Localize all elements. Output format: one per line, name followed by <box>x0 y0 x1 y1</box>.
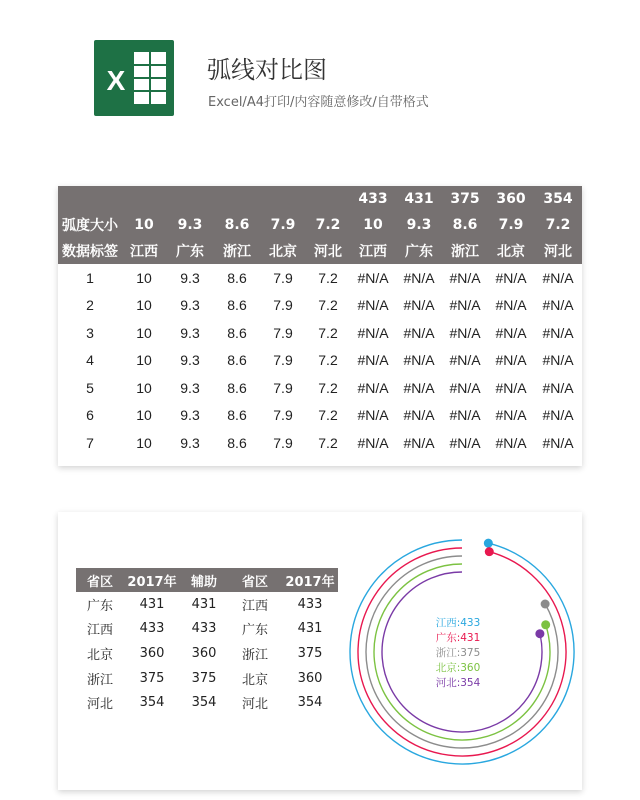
header-cell: 7.9 <box>498 217 524 233</box>
table-cell: 433 <box>139 621 165 637</box>
header-cell: 8.6 <box>452 217 478 233</box>
header-cell <box>58 186 122 212</box>
table-cell: 7.2 <box>318 379 338 396</box>
arc-data-label: 河北:354 <box>435 677 481 689</box>
table-cell: 3 <box>86 324 94 341</box>
header-cell: 7.2 <box>315 217 341 233</box>
table-cell: 7.9 <box>273 352 293 369</box>
arc-end-marker <box>541 620 550 629</box>
header-cell: 河北 <box>314 244 342 260</box>
table-cell: #N/A <box>542 269 574 286</box>
header-cell: 7.9 <box>270 217 296 233</box>
header-cell: 浙江 <box>223 244 251 260</box>
table-cell: #N/A <box>357 297 389 314</box>
table-cell: #N/A <box>403 434 435 451</box>
table-cell: 10 <box>136 297 152 314</box>
table-cell: #N/A <box>449 379 481 396</box>
header-cell: 北京 <box>269 244 297 260</box>
table-row <box>76 690 338 715</box>
header-cell <box>214 186 260 212</box>
table-cell: 433 <box>191 621 217 637</box>
table-cell: 8.6 <box>227 352 247 369</box>
header-cell: 2017年 <box>285 574 335 590</box>
table-cell: 375 <box>297 645 323 661</box>
table-cell: 7.2 <box>318 407 338 424</box>
header-cell: 辅助 <box>190 574 217 590</box>
table-row <box>58 319 582 347</box>
table-cell: 8.6 <box>227 297 247 314</box>
header-cell <box>122 186 166 212</box>
table-cell: 浙江 <box>241 647 268 663</box>
header-cell: 北京 <box>497 244 525 260</box>
excel-logo-letter: X <box>106 65 126 96</box>
arc-data-table-card <box>58 186 582 466</box>
table-cell: 7.9 <box>273 269 293 286</box>
table-cell: #N/A <box>542 324 574 341</box>
table-cell: #N/A <box>357 324 389 341</box>
table-cell: 10 <box>136 352 152 369</box>
table-cell: #N/A <box>357 352 389 369</box>
arc-data-label: 江西:433 <box>435 617 481 629</box>
page-title: 弧线对比图 <box>207 56 327 84</box>
table-cell: 10 <box>136 269 152 286</box>
header-cell: 浙江 <box>451 244 479 260</box>
header-row <box>58 212 582 238</box>
table-cell: #N/A <box>449 269 481 286</box>
table-row <box>58 347 582 375</box>
table-cell: #N/A <box>449 434 481 451</box>
table-cell: 7 <box>86 434 94 451</box>
table-cell: 433 <box>297 596 323 612</box>
table-cell: #N/A <box>542 379 574 396</box>
table-row <box>76 641 338 666</box>
table-row <box>76 666 338 691</box>
excel-logo-icon <box>94 40 174 116</box>
table-cell: 431 <box>191 596 217 612</box>
table-cell: 10 <box>136 379 152 396</box>
table-cell: 7.2 <box>318 324 338 341</box>
arc-data-label: 浙江:375 <box>435 647 481 659</box>
table-cell: 10 <box>136 324 152 341</box>
table-cell: #N/A <box>495 434 527 451</box>
table-cell: 360 <box>191 645 217 661</box>
table-cell: 375 <box>191 670 217 686</box>
arc-data-label: 北京:360 <box>435 662 481 674</box>
header-cell <box>260 186 306 212</box>
header-cell: 江西 <box>359 244 387 260</box>
table-cell: 8.6 <box>227 324 247 341</box>
table-cell: 北京 <box>86 647 113 663</box>
header-cell: 10 <box>363 217 383 233</box>
table-cell: 5 <box>86 379 94 396</box>
table-cell: #N/A <box>403 269 435 286</box>
table-cell: #N/A <box>403 407 435 424</box>
table-cell: #N/A <box>403 352 435 369</box>
arc-data-table <box>58 186 582 457</box>
table-row <box>58 429 582 457</box>
table-cell: #N/A <box>403 297 435 314</box>
header-cell: 433 <box>358 191 388 207</box>
header-row <box>76 568 338 592</box>
table-cell: #N/A <box>542 297 574 314</box>
table-cell: 9.3 <box>180 297 200 314</box>
arc-end-marker <box>484 539 493 548</box>
table-cell: 354 <box>139 695 165 711</box>
table-cell: 8.6 <box>227 407 247 424</box>
table-cell: #N/A <box>357 379 389 396</box>
table-cell: 354 <box>297 695 323 711</box>
table-row <box>58 402 582 430</box>
header-cell: 375 <box>450 191 480 207</box>
table-cell: #N/A <box>403 324 435 341</box>
header-cell: 2017年 <box>127 574 177 590</box>
table-cell: 2 <box>86 297 94 314</box>
table-cell: 1 <box>86 269 94 286</box>
table-cell: 8.6 <box>227 379 247 396</box>
table-cell: 7.2 <box>318 269 338 286</box>
header-cell: 广东 <box>405 244 433 260</box>
table-cell: #N/A <box>495 269 527 286</box>
table-cell: 9.3 <box>180 379 200 396</box>
header-cell: 9.3 <box>406 217 432 233</box>
table-cell: 北京 <box>241 672 268 688</box>
header-cell: 数据标签 <box>62 244 118 260</box>
arc-chart <box>348 532 576 772</box>
table-cell: 7.9 <box>273 379 293 396</box>
table-cell: 7.2 <box>318 352 338 369</box>
table-cell: #N/A <box>495 297 527 314</box>
table-cell: 7.9 <box>273 324 293 341</box>
header-row <box>58 186 582 212</box>
table-cell: 9.3 <box>180 324 200 341</box>
table-cell: 360 <box>139 645 165 661</box>
arc-chart-card <box>58 512 582 790</box>
table-cell: #N/A <box>542 434 574 451</box>
header-cell: 河北 <box>544 244 572 260</box>
table-cell: 9.3 <box>180 269 200 286</box>
table-cell: #N/A <box>495 352 527 369</box>
header-cell: 省区 <box>86 574 113 590</box>
arc-data-label: 广东:431 <box>435 632 481 644</box>
table-cell: #N/A <box>357 407 389 424</box>
table-cell: 375 <box>139 670 165 686</box>
table-cell: #N/A <box>542 352 574 369</box>
header-cell: 弧度大小 <box>62 218 118 234</box>
header-cell <box>166 186 214 212</box>
table-cell: #N/A <box>357 434 389 451</box>
table-cell: 浙江 <box>86 672 113 688</box>
arc-end-marker <box>541 600 550 609</box>
table-cell: 6 <box>86 407 94 424</box>
table-cell: 河北 <box>241 697 268 713</box>
province-table <box>76 568 338 715</box>
table-cell: 431 <box>297 621 323 637</box>
table-cell: 7.9 <box>273 297 293 314</box>
table-cell: #N/A <box>449 407 481 424</box>
table-cell: 9.3 <box>180 434 200 451</box>
table-cell: 10 <box>136 407 152 424</box>
table-row <box>76 592 338 617</box>
page-subtitle: Excel/A4打印/内容随意修改/自带格式 <box>208 95 429 110</box>
header-cell: 广东 <box>176 244 204 260</box>
arc-end-marker <box>485 547 494 556</box>
table-cell: #N/A <box>449 352 481 369</box>
table-cell: 7.2 <box>318 434 338 451</box>
header-cell: 省区 <box>241 574 268 590</box>
table-cell: #N/A <box>357 269 389 286</box>
arc-end-marker <box>535 629 544 638</box>
table-cell: #N/A <box>495 324 527 341</box>
table-cell: #N/A <box>542 407 574 424</box>
table-cell: #N/A <box>495 407 527 424</box>
table-row <box>76 617 338 642</box>
table-cell: 广东 <box>241 623 268 639</box>
table-cell: 7.9 <box>273 434 293 451</box>
table-cell: #N/A <box>449 297 481 314</box>
header-cell: 431 <box>404 191 434 207</box>
table-cell: #N/A <box>403 379 435 396</box>
table-cell: 8.6 <box>227 434 247 451</box>
table-row <box>58 374 582 402</box>
table-cell: 7.2 <box>318 297 338 314</box>
header-cell: 354 <box>543 191 573 207</box>
header-row <box>58 238 582 264</box>
table-cell: 8.6 <box>227 269 247 286</box>
table-cell: 360 <box>297 670 323 686</box>
table-cell: 广东 <box>86 598 113 614</box>
table-cell: #N/A <box>449 324 481 341</box>
table-cell: #N/A <box>495 379 527 396</box>
table-cell: 10 <box>136 434 152 451</box>
table-cell: 4 <box>86 352 94 369</box>
header-cell: 360 <box>496 191 526 207</box>
table-cell: 9.3 <box>180 352 200 369</box>
table-cell: 431 <box>139 596 165 612</box>
header-cell: 8.6 <box>224 217 250 233</box>
table-cell: 江西 <box>86 623 113 639</box>
header-cell: 10 <box>134 217 154 233</box>
header-cell <box>306 186 350 212</box>
table-cell: 7.9 <box>273 407 293 424</box>
table-row <box>58 292 582 320</box>
table-cell: 9.3 <box>180 407 200 424</box>
table-cell: 江西 <box>241 598 268 614</box>
header-cell: 9.3 <box>177 217 203 233</box>
table-cell: 河北 <box>86 697 113 713</box>
header-cell: 江西 <box>130 244 158 260</box>
header-cell: 7.2 <box>545 217 571 233</box>
table-row <box>58 264 582 292</box>
table-cell: 354 <box>191 695 217 711</box>
